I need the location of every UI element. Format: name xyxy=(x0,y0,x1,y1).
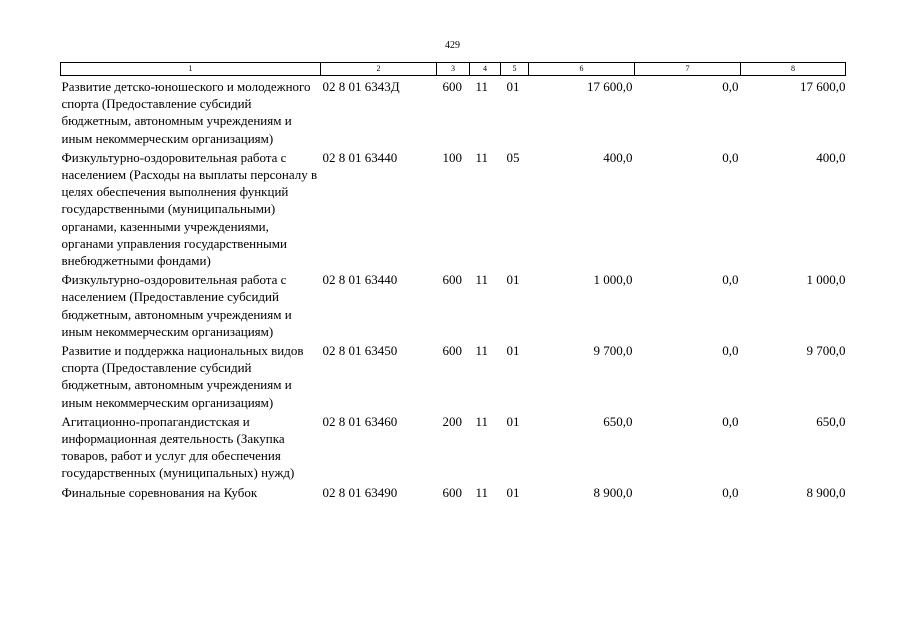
row-pr: 01 xyxy=(506,343,520,359)
row-vr: 600 xyxy=(442,484,462,500)
row-pr: 01 xyxy=(506,272,520,288)
row-value-8: 17 600,0 xyxy=(800,79,846,94)
row-value-8: 8 900,0 xyxy=(806,484,846,500)
row-vr: 600 xyxy=(442,79,462,94)
table-row xyxy=(61,340,846,411)
row-value-6: 8 900,0 xyxy=(593,484,633,500)
row-value-6: 400,0 xyxy=(603,149,633,165)
row-rz: 11 xyxy=(475,413,489,429)
row-rz: 11 xyxy=(475,79,489,94)
row-value-6: 650,0 xyxy=(603,413,633,429)
row-value-7: 0,0 xyxy=(722,149,739,165)
table-header-row xyxy=(61,63,846,76)
header-col-8: 8 xyxy=(741,63,846,76)
row-vr: 200 xyxy=(442,413,462,429)
row-value-8: 1 000,0 xyxy=(806,272,846,288)
row-vr: 600 xyxy=(442,343,462,359)
budget-table xyxy=(60,62,846,501)
table-row xyxy=(61,411,846,482)
row-rz: 11 xyxy=(475,149,489,165)
row-code: 02 8 01 63460 xyxy=(322,413,398,429)
row-code: 02 8 01 63490 xyxy=(322,484,398,500)
row-rz: 11 xyxy=(475,343,489,359)
row-name: Физкультурно-оздоровительная работа с населением (Предоставление субсидий бюджетным, автономным учреждениям и иным некоммерческим организациям) xyxy=(61,272,292,339)
row-value-7: 0,0 xyxy=(722,413,739,429)
row-code: 02 8 01 63440 xyxy=(322,149,398,165)
row-pr: 01 xyxy=(506,484,520,500)
row-name: Развитие и поддержка национальных видов спорта (Предоставление субсидий бюджетным, автономным учреждениям и иным некоммерческим организациям) xyxy=(61,343,304,410)
row-value-6: 17 600,0 xyxy=(587,79,633,94)
row-name: Развитие детско-юношеского и молодежного спорта (Предоставление субсидий бюджетным, автономным учреждениям и иным некоммерческим организациям) xyxy=(61,79,311,146)
row-code: 02 8 01 63440 xyxy=(322,272,398,288)
row-vr: 100 xyxy=(442,149,462,165)
row-value-8: 9 700,0 xyxy=(806,343,846,359)
row-code: 02 8 01 6343Д xyxy=(322,79,400,94)
row-pr: 01 xyxy=(506,413,520,429)
row-value-7: 0,0 xyxy=(722,343,739,359)
row-value-6: 9 700,0 xyxy=(593,343,633,359)
row-rz: 11 xyxy=(475,484,489,500)
header-col-7: 7 xyxy=(635,63,741,76)
header-col-1: 1 xyxy=(61,63,321,76)
row-value-7: 0,0 xyxy=(722,79,739,94)
page-number: 429 xyxy=(445,40,460,51)
row-name: Финальные соревнования на Кубок xyxy=(61,484,258,500)
row-value-6: 1 000,0 xyxy=(593,272,633,288)
row-value-7: 0,0 xyxy=(722,484,739,500)
header-col-2: 2 xyxy=(321,63,437,76)
row-pr: 01 xyxy=(506,79,520,94)
table-row xyxy=(61,482,846,501)
row-code: 02 8 01 63450 xyxy=(322,343,398,359)
header-col-6: 6 xyxy=(529,63,635,76)
row-pr: 05 xyxy=(506,149,520,165)
table-row xyxy=(61,76,846,147)
row-name: Физкультурно-оздоровительная работа с населением (Расходы на выплаты персоналу в целях обеспечения выполнения функций государственными (муниципальными) органами, казенными учреждениями, органами управления государственными внебюджетными фондами) xyxy=(61,149,318,269)
header-col-4: 4 xyxy=(470,63,501,76)
table-row xyxy=(61,269,846,340)
header-col-3: 3 xyxy=(437,63,470,76)
row-rz: 11 xyxy=(475,272,489,288)
row-value-7: 0,0 xyxy=(722,272,739,288)
row-value-8: 400,0 xyxy=(816,149,846,165)
table-row xyxy=(61,147,846,269)
header-col-5: 5 xyxy=(501,63,529,76)
row-vr: 600 xyxy=(442,272,462,288)
row-value-8: 650,0 xyxy=(816,413,846,429)
row-name: Агитационно-пропагандистская и информационная деятельность (Закупка товаров, работ и услуг для обеспечения государственных (муниципальных) нужд) xyxy=(61,413,295,481)
